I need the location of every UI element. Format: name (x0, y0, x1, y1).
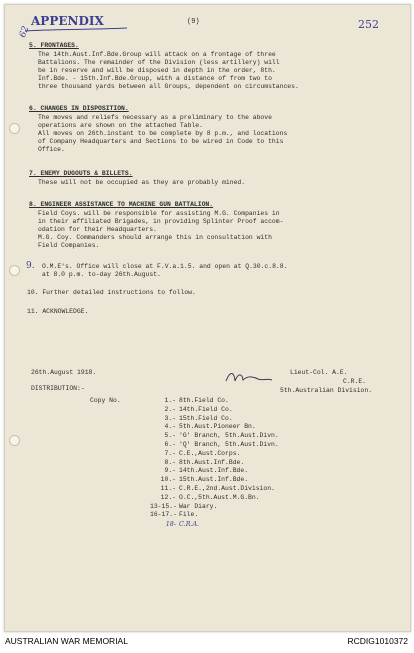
footer-archive-name: AUSTRALIAN WAR MEMORIAL (5, 636, 128, 646)
distribution-recipient: 14th.Field Co. (179, 405, 233, 413)
distribution-recipient: 15th.Aust.Inf.Bde. (179, 476, 249, 484)
distribution-copy-number: 8.- (164, 458, 176, 466)
document-page (4, 4, 411, 632)
section-10-line: 10. Further detailed instructions to follow. (27, 289, 196, 296)
distribution-copy-number: 9.- (164, 467, 176, 475)
distribution-recipient: C.R.A. (179, 520, 200, 529)
section-8-line-4: M.G. Coy. Commanders should arrange this in consultation with (38, 234, 272, 241)
section-8-line-1: Field Coys. will be responsible for assisting M.G. Companies in (38, 210, 280, 217)
appendix-label: APPENDIX (31, 14, 104, 28)
distribution-recipient: 5th.Aust.Pioneer Bn. (179, 423, 256, 431)
handwritten-signature (224, 369, 274, 385)
distribution-copy-number: 12.- (160, 493, 176, 501)
signature-title-cre: C.R.E. (343, 378, 367, 385)
section-5-line-5: three thousand yards between all Groups, dependent on circumstances. (38, 83, 299, 90)
document-date: 26th.August 1918. (31, 369, 97, 376)
section-6-line-1: The moves and reliefs necessary as a preliminary to the above (38, 114, 272, 121)
distribution-recipient: File. (179, 511, 199, 519)
copy-no-label: Copy No. (90, 397, 121, 404)
distribution-recipient: 'Q' Branch, 5th.Aust.Divn. (179, 441, 279, 448)
distribution-copy-number: 3.- (164, 414, 176, 422)
section-9-line-2: at 8.0 p.m. to-day 26th.August. (42, 271, 161, 278)
distribution-copy-number: 1.- (164, 397, 176, 404)
distribution-copy-number: 6.- (164, 441, 176, 448)
section-6-line-2: operations are shown on the attached Table. (38, 122, 203, 129)
distribution-copy-number: 10.- (160, 476, 176, 484)
distribution-copy-number: 16-17.- (150, 511, 177, 519)
distribution-label: DISTRIBUTION:- (31, 385, 85, 392)
distribution-recipient: C.R.E.,2nd.Aust.Division. (179, 485, 275, 492)
distribution-copy-number: 7.- (164, 449, 176, 457)
section-5-line-4: Inf.Bde. - 15th.Inf.Bde.Group, with a distance of from two to (38, 75, 272, 82)
distribution-copy-number: 18- (165, 520, 176, 529)
section-7-line: These will not be occupied as they are probably mined. (38, 179, 246, 186)
distribution-copy-number: 11.- (160, 485, 176, 492)
folio-number: 252 (358, 18, 379, 31)
section-7-heading: 7. ENEMY DUGOUTS & BILLETS. (29, 170, 133, 177)
page-number: (9) (187, 18, 200, 26)
section-8-line-5: Field Companies. (38, 242, 100, 249)
section-5-line-1: The 14th.Aust.Inf.Bde.Group will attack on a frontage of three (38, 51, 276, 58)
distribution-recipient: 'G' Branch, 5th.Aust.Divn. (179, 432, 279, 440)
section-6-heading: 6. CHANGES IN DISPOSITION. (29, 105, 129, 112)
section-8-line-3: odation for their Headquarters. (38, 226, 157, 233)
distribution-copy-number: 2.- (164, 405, 176, 413)
distribution-copy-number: 4.- (164, 423, 176, 431)
distribution-recipient: War Diary. (179, 502, 218, 510)
section-6-line-4: of Company Headquarters and Sections to be wired in Code to this (38, 138, 284, 145)
section-8-heading: 8. ENGINEER ASSISTANCE TO MACHINE GUN BATTALION. (29, 201, 214, 208)
footer-record-id: RCDIG1010372 (347, 636, 408, 646)
distribution-copy-number: 5.- (164, 432, 176, 440)
section-5-line-3: be in reserve and will be disposed in depth in the order, 8th. (38, 67, 276, 74)
section-5-heading: 5. FRONTAGES. (29, 42, 79, 49)
distribution-recipient: 15th.Field Co. (179, 414, 233, 422)
distribution-recipient: 8th.Aust.Inf.Bde. (179, 458, 245, 466)
section-11-line: 11. ACKNOWLEDGE. (27, 308, 89, 315)
distribution-copy-number: 13-15.- (150, 502, 177, 510)
section-5-line-2: Battalions. The remainder of the Division (less artillery) will (38, 59, 280, 66)
section-6-line-3: All moves on 26th.instant to be complete by 8 p.m., and locations (38, 130, 288, 137)
section-9-number: 9. (26, 261, 35, 271)
signature-name: Lieut-Col. A.E. (290, 369, 348, 376)
section-9-line-1: O.M.E's. Office will close at F.V.a.1.5. and open at Q.30.c.8.8. (42, 263, 288, 270)
distribution-recipient: C.E.,Aust.Corps. (179, 449, 241, 457)
distribution-recipient: 8th.Field Co. (179, 397, 229, 404)
binding-holes (9, 5, 21, 631)
distribution-recipient: O.C.,5th.Aust.M.G.Bn. (179, 493, 260, 501)
appendix-number: 62 (18, 24, 32, 40)
signature-title-division: 5th.Australian Division. (280, 387, 373, 394)
distribution-recipient: 14th.Aust.Inf.Bde. (179, 467, 249, 475)
section-6-line-5: Office. (38, 146, 65, 153)
section-8-line-2: in their affiliated Brigades, in providing Splinter Proof accom- (38, 218, 284, 225)
